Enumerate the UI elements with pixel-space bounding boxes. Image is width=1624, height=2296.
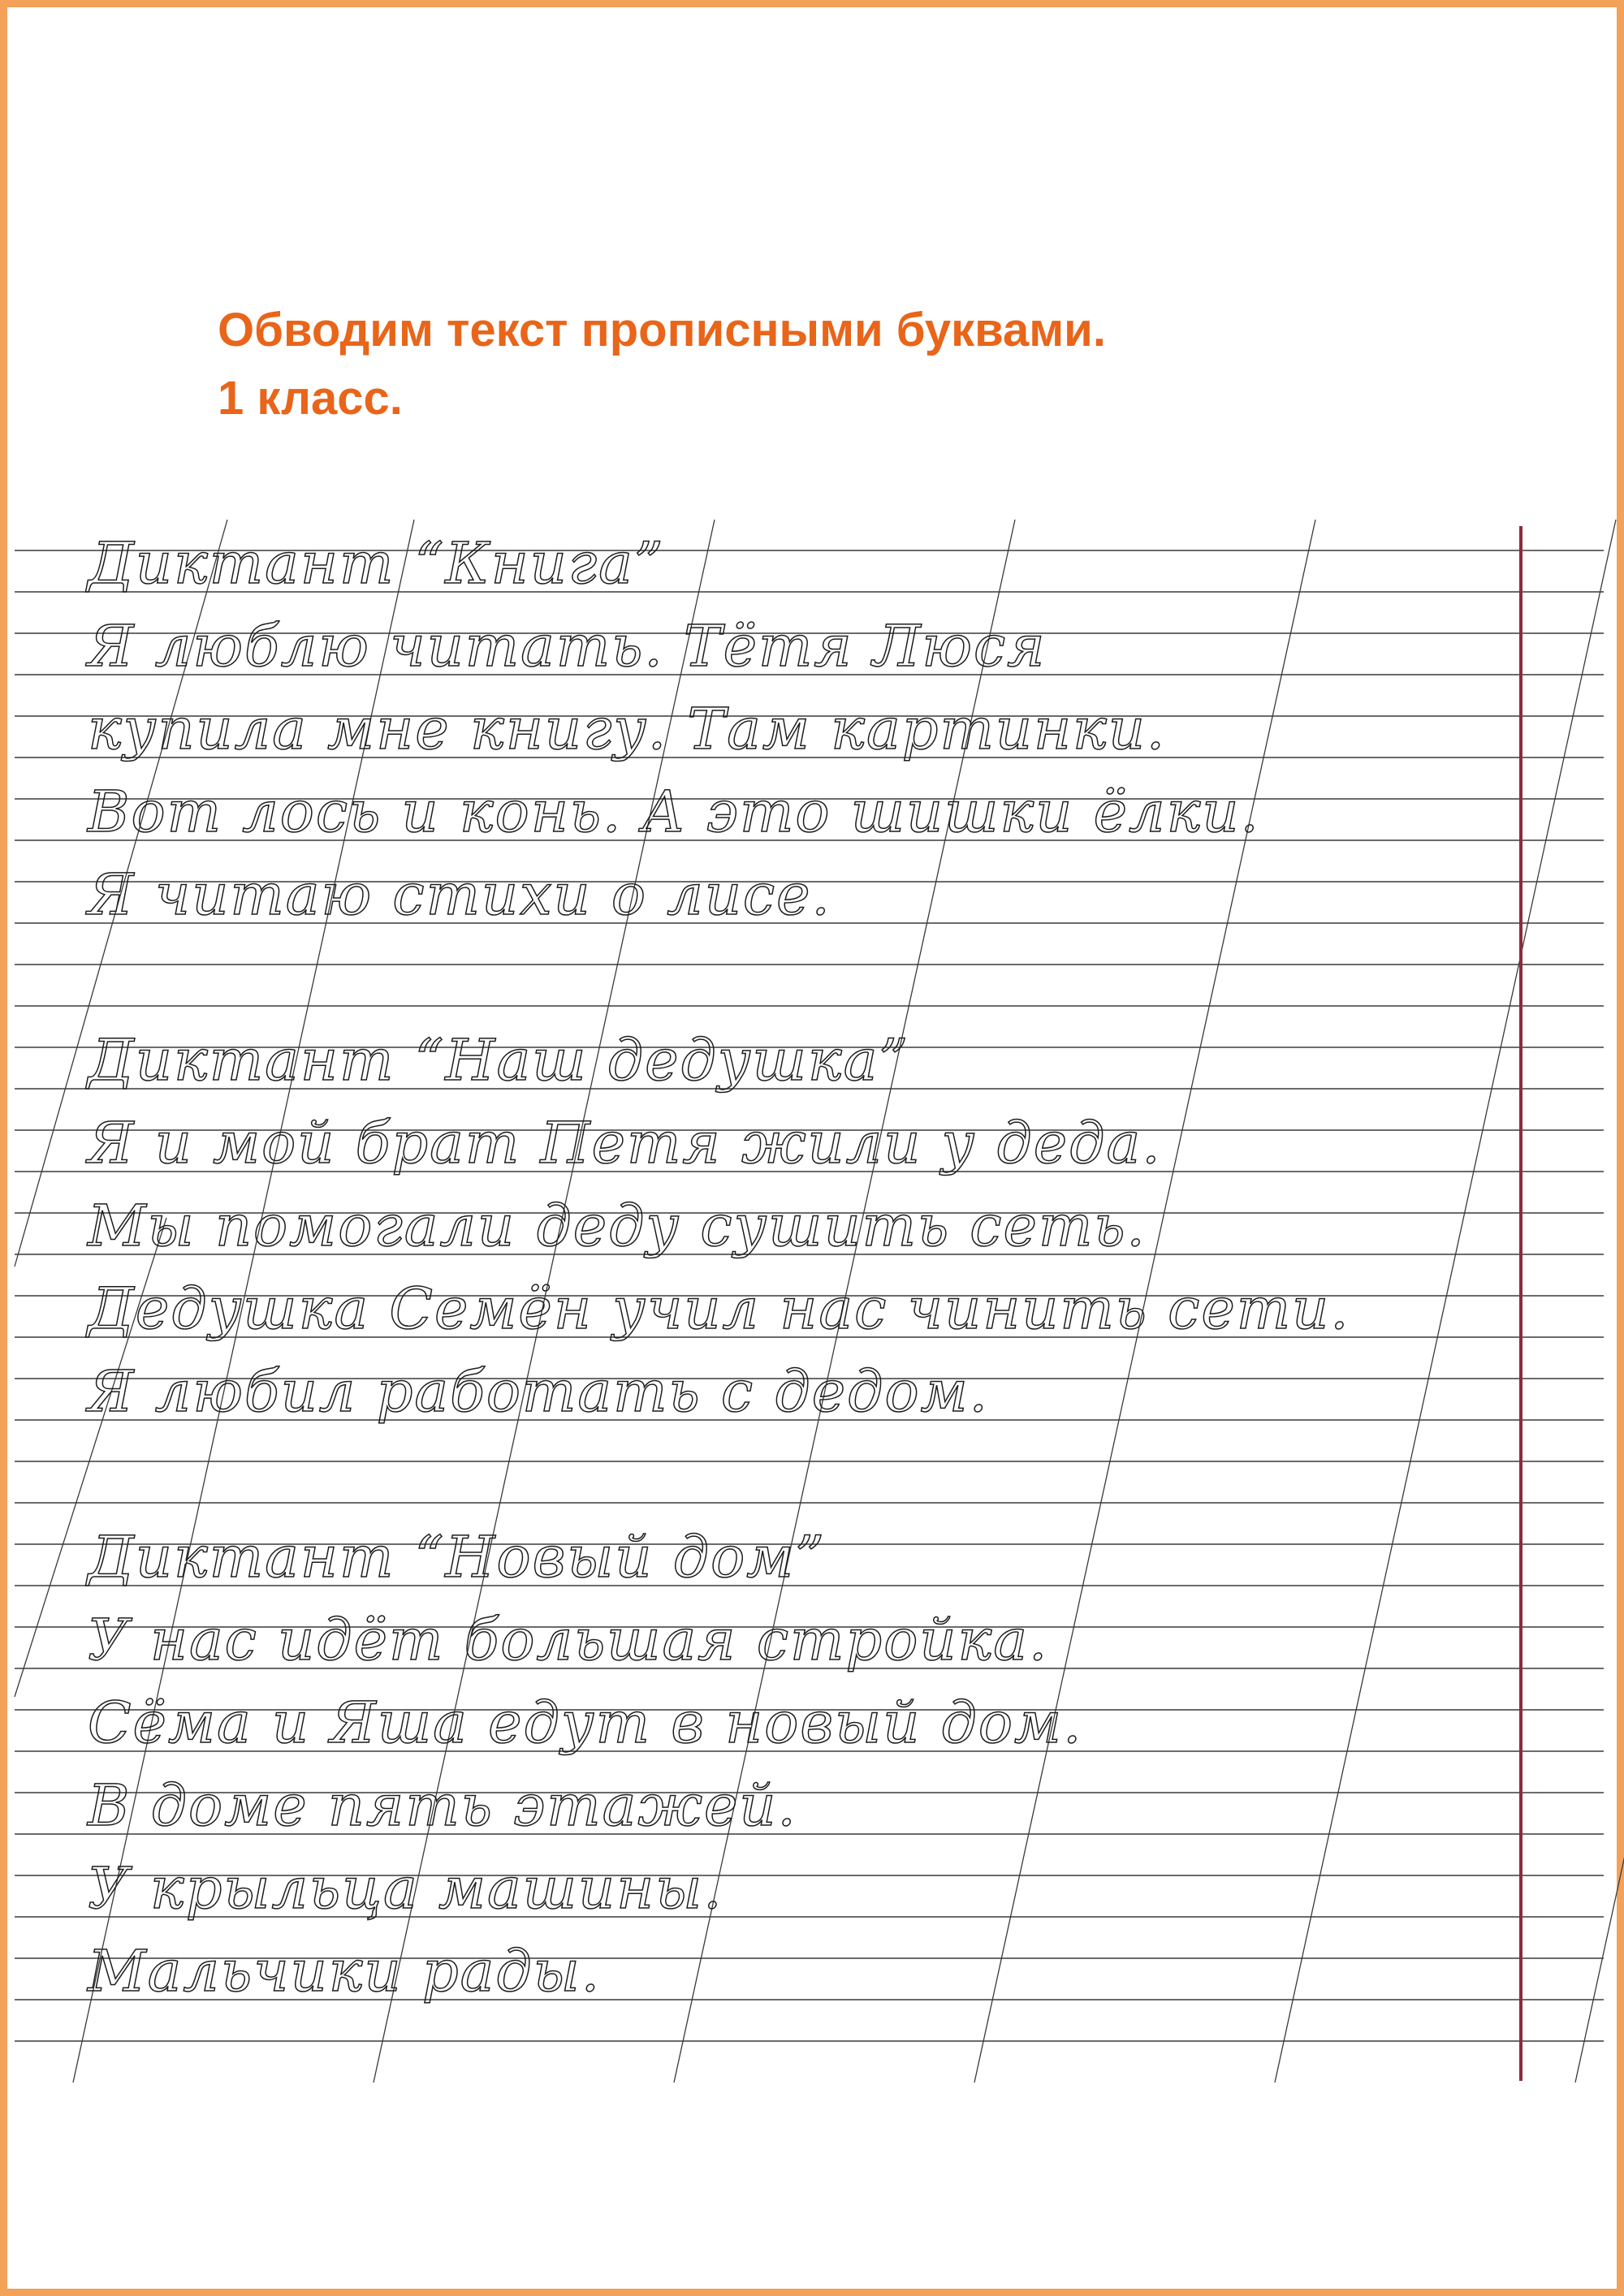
script-line: Я и мой брат Петя жили у деда. (88, 1110, 1162, 1176)
dictation-heading: Диктант “Новый дом” (88, 1524, 827, 1590)
script-line: Сёма и Яша едут в новый дом. (88, 1690, 1083, 1756)
slant-line (1575, 520, 1624, 2082)
title-line-2: 1 класс. (218, 372, 403, 425)
script-line: У крыльца машины. (88, 1855, 723, 1922)
script-line: У нас идёт большая стройка. (88, 1607, 1049, 1673)
script-line: купила мне книгу. Там картинки. (88, 696, 1167, 762)
script-line: Я люблю читать. Тётя Люся (88, 613, 1047, 680)
script-line: Мальчики рады. (88, 1938, 602, 2005)
script-line: В доме пять этажей. (88, 1772, 797, 1839)
script-line: Мы помогали деду сушить сеть. (88, 1193, 1147, 1259)
script-line: Дедушка Семён учил нас чинить сети. (88, 1275, 1350, 1342)
script-line: Я любил работать с дедом. (88, 1358, 989, 1425)
script-line: Я читаю стихи о лисе. (88, 861, 831, 928)
script-line: Вот лось и конь. А это шишки ёлки. (88, 779, 1260, 845)
dictation-heading: Диктант “Наш дедушка” (88, 1027, 910, 1094)
title-line-1: Обводим текст прописными буквами. (218, 304, 1106, 356)
dictation-heading: Диктант “Книга” (88, 530, 665, 597)
